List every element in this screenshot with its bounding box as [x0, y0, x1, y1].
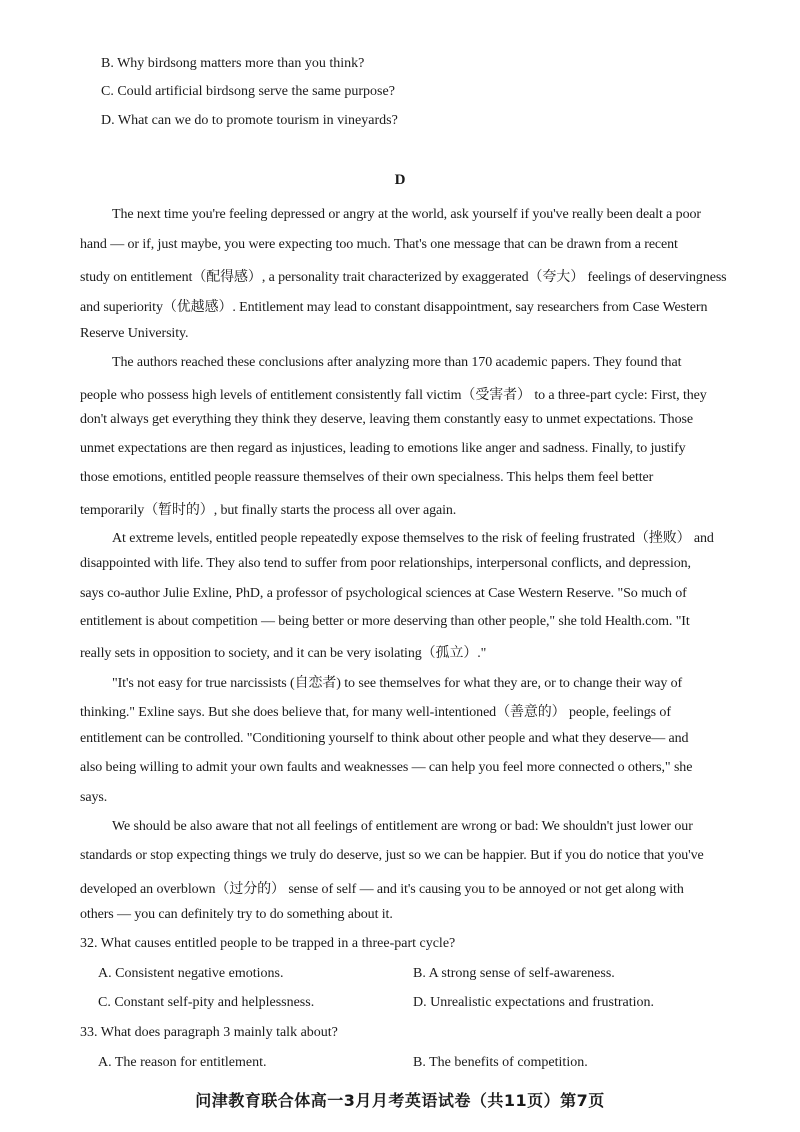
- section-heading: D: [394, 172, 406, 188]
- page-footer: 问津教育联合体高一3月月考英语试卷（共11页）第7页: [195, 1091, 605, 1110]
- passage-line: We should be also aware that not all feelings of entitlement are wrong or bad: We shouldn't just lower our: [112, 819, 693, 834]
- passage-line: unmet expectations are then regard as injustices, leading to emotions like anger and sadness. Finally, to justify: [80, 441, 686, 456]
- passage-line: Reserve University.: [80, 326, 189, 341]
- passage-line: The next time you're feeling depressed or angry at the world, ask yourself if you've really been dealt a poor: [112, 207, 701, 222]
- prev-option-d: D. What can we do to promote tourism in vineyards?: [101, 113, 398, 128]
- passage-line: and superiority（优越感）. Entitlement may lead to constant disappointment, say researchers from Case Western: [80, 300, 708, 315]
- passage-line: people who possess high levels of entitlement consistently fall victim（受害者） to a three-part cycle: First, they: [80, 388, 707, 403]
- question-33-option-a[interactable]: A. The reason for entitlement.: [98, 1055, 267, 1070]
- passage-line: standards or stop expecting things we truly do deserve, just so we can be happier. But if you do notice that you've: [80, 848, 704, 863]
- passage-line: entitlement can be controlled. "Conditioning yourself to think about other people and what they deserve— and: [80, 731, 689, 746]
- passage-line: really sets in opposition to society, and it can be very isolating（孤立）.": [80, 646, 487, 661]
- question-32-option-c[interactable]: C. Constant self-pity and helplessness.: [98, 995, 315, 1010]
- question-32-option-a[interactable]: A. Consistent negative emotions.: [98, 966, 284, 981]
- passage-line: those emotions, entitled people reassure themselves of their own specialness. This helps them feel better: [80, 470, 654, 485]
- passage-line: also being willing to admit your own faults and weaknesses — can help you feel more connected o others," she: [80, 760, 693, 775]
- passage-line: "It's not easy for true narcissists (自恋者) to see themselves for what they are, or to change their way of: [112, 676, 683, 691]
- passage-line: study on entitlement（配得感）, a personality trait characterized by exaggerated（夸大） feelings of deservingness: [80, 270, 727, 285]
- passage-line: At extreme levels, entitled people repeatedly expose themselves to the risk of feeling frustrated（挫败） and: [112, 531, 714, 546]
- passage-line: The authors reached these conclusions after analyzing more than 170 academic papers. They found that: [112, 355, 682, 370]
- passage-line: disappointed with life. They also tend to suffer from poor relationships, interpersonal conflicts, and depression,: [80, 556, 691, 571]
- question-32-option-d[interactable]: D. Unrealistic expectations and frustration.: [413, 995, 655, 1010]
- prev-option-b: B. Why birdsong matters more than you think?: [101, 56, 365, 71]
- prev-option-c: C. Could artificial birdsong serve the same purpose?: [101, 84, 395, 99]
- question-32-option-b[interactable]: B. A strong sense of self-awareness.: [413, 966, 615, 981]
- passage-line: says.: [80, 790, 108, 805]
- question-33-stem: 33. What does paragraph 3 mainly talk about?: [80, 1025, 338, 1040]
- question-33-option-b[interactable]: B. The benefits of competition.: [413, 1055, 588, 1070]
- passage-line: developed an overblown（过分的） sense of self — and it's causing you to be annoyed or not get along with: [80, 882, 684, 897]
- passage-line: says co-author Julie Exline, PhD, a professor of psychological sciences at Case Western Reserve. "So much of: [80, 586, 687, 601]
- passage-line: thinking." Exline says. But she does believe that, for many well-intentioned（善意的） people, feelings of: [80, 705, 671, 720]
- passage-line: temporarily（暂时的）, but finally starts the process all over again.: [80, 503, 457, 518]
- passage-line: don't always get everything they think they deserve, leaving them constantly easy to unmet expectations. Those: [80, 412, 693, 427]
- passage-line: hand — or if, just maybe, you were expecting too much. That's one message that can be drawn from a recent: [80, 237, 678, 252]
- question-32-stem: 32. What causes entitled people to be trapped in a three-part cycle?: [80, 936, 456, 951]
- passage-line: others — you can definitely try to do something about it.: [80, 907, 393, 922]
- passage-line: entitlement is about competition — being better or more deserving than other people," she told Health.com. "It: [80, 614, 690, 629]
